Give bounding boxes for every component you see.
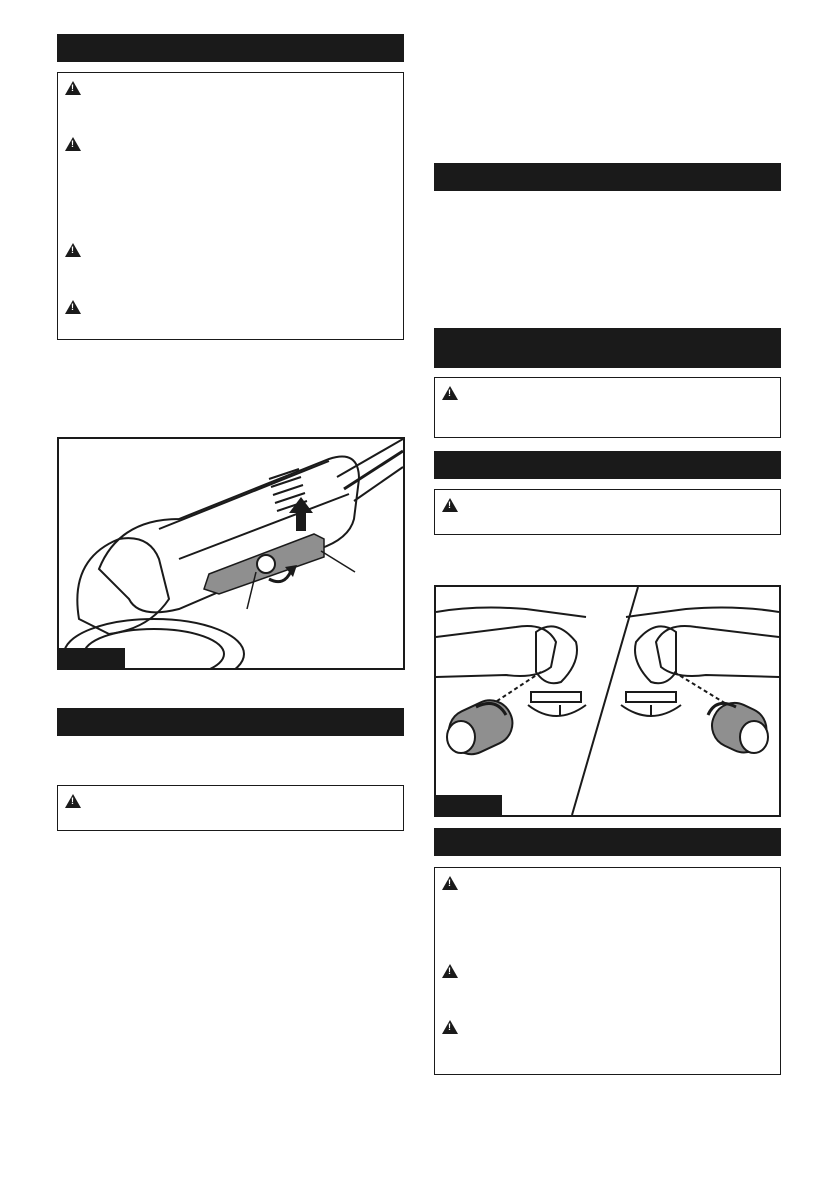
- section-header-bar-4: [434, 328, 781, 368]
- warning-icon: [442, 876, 458, 890]
- side-grip-left: [442, 693, 520, 761]
- warning-icon: [442, 1020, 458, 1034]
- warning-box-4: [434, 489, 781, 535]
- figure-2: [434, 585, 781, 817]
- warning-icon: [442, 386, 458, 400]
- figure-label: [59, 648, 125, 668]
- section-header-bar-2: [57, 708, 404, 736]
- warning-icon: [442, 498, 458, 512]
- section-header-bar-3: [434, 163, 781, 191]
- grinder-illustration: [59, 439, 403, 668]
- warning-box-5: [434, 867, 781, 1075]
- figure-1: [57, 437, 405, 670]
- warning-icon: [65, 243, 81, 257]
- warning-box-2: [57, 785, 404, 831]
- warning-box-3: [434, 377, 781, 438]
- arrow-up-icon: [289, 497, 313, 531]
- section-header-bar-5: [434, 451, 781, 479]
- warning-icon: [65, 81, 81, 95]
- side-grip-illustration: [436, 587, 779, 815]
- section-header-bar-1: [57, 34, 404, 62]
- side-grip-right: [705, 696, 774, 760]
- warning-icon: [65, 300, 81, 314]
- figure-label: [436, 795, 502, 815]
- warning-icon: [65, 137, 81, 151]
- warning-icon: [65, 794, 81, 808]
- warning-box-1: [57, 72, 404, 340]
- warning-icon: [442, 964, 458, 978]
- section-header-bar-6: [434, 828, 781, 856]
